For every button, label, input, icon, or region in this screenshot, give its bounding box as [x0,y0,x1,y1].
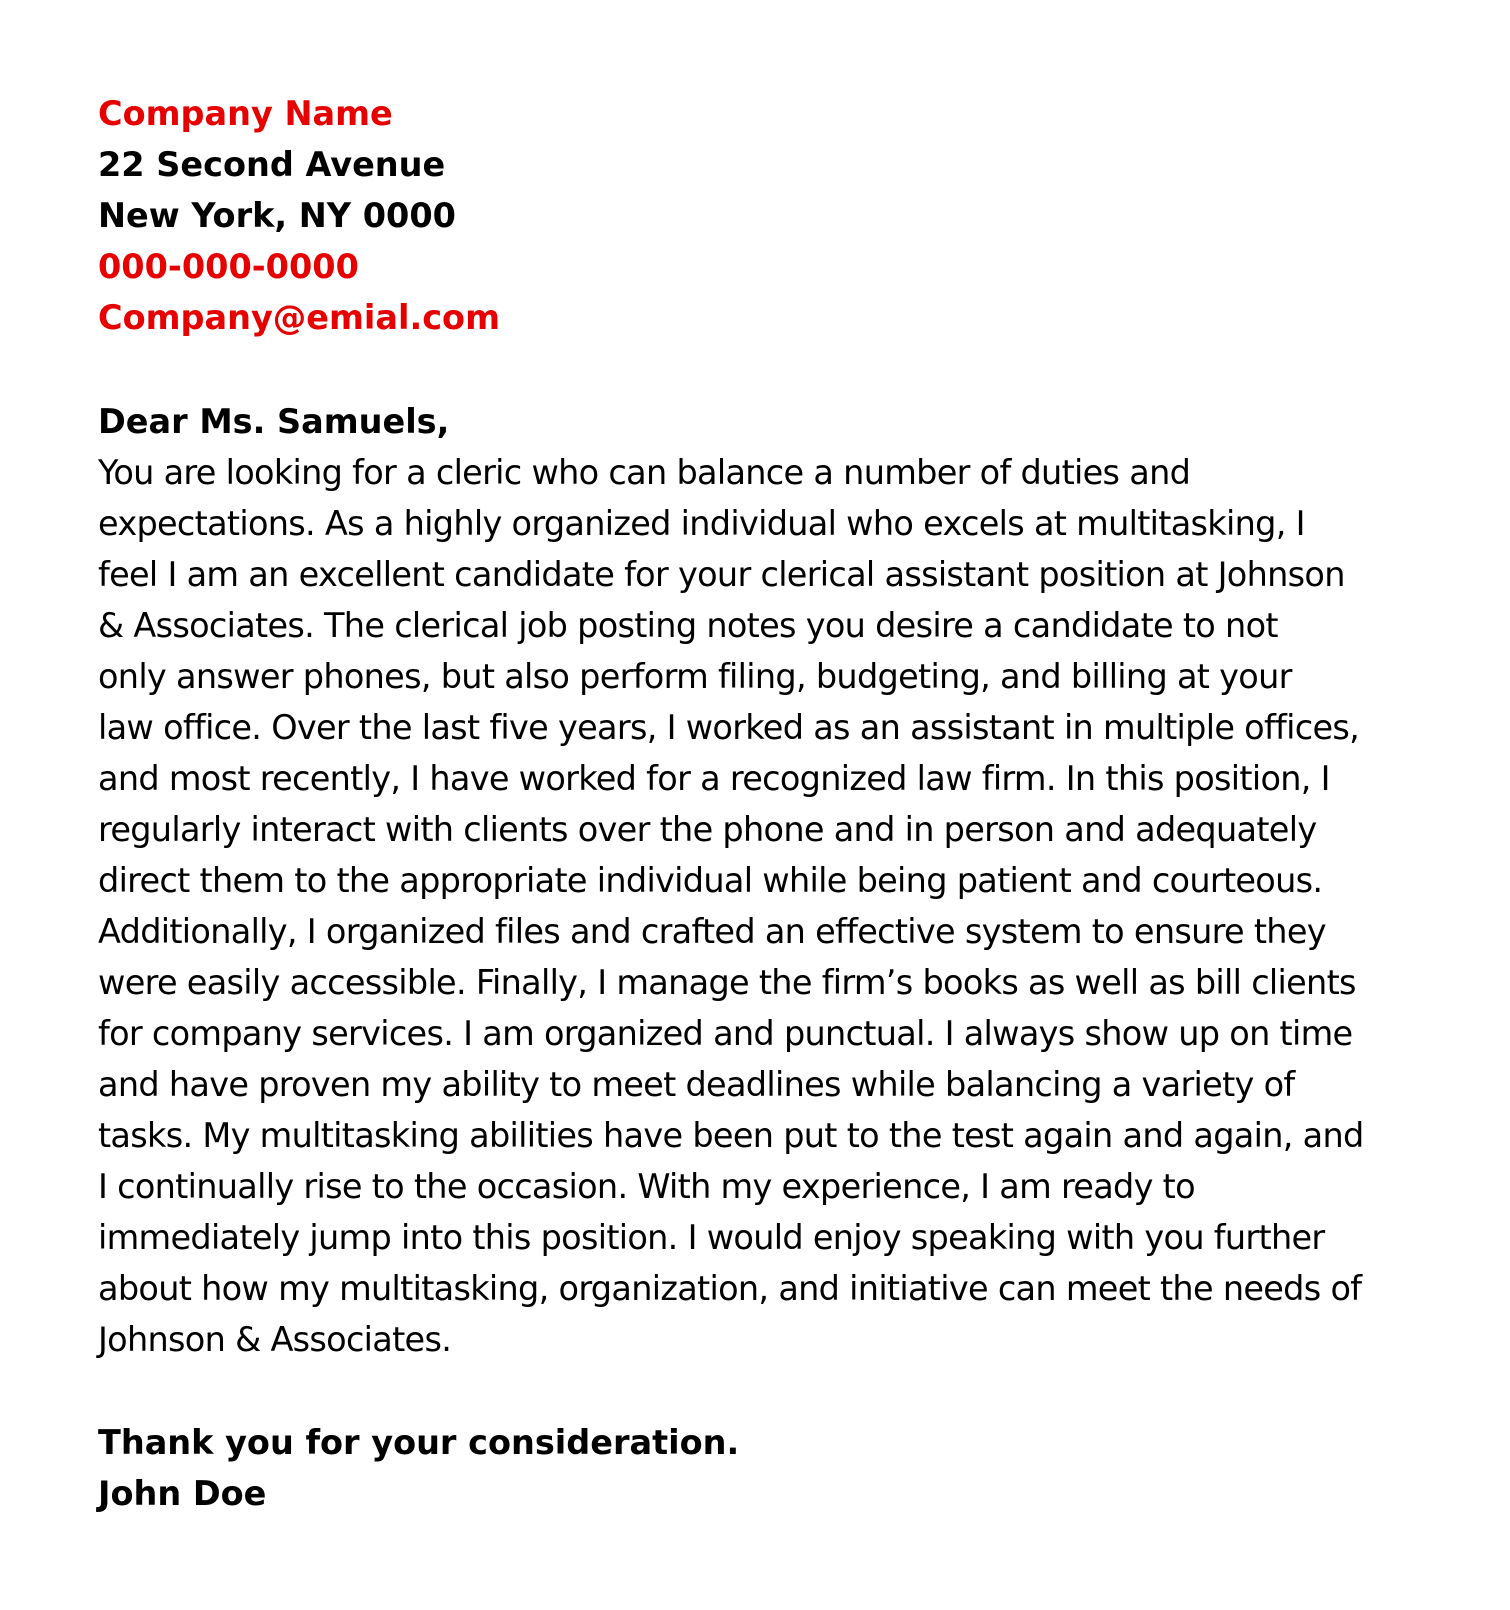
phone-number: 000-000-0000 [98,247,359,286]
body-line: were easily accessible. Finally, I manage the firm’s books as well as bill clients [98,963,1356,1002]
body-line: feel I am an excellent candidate for your clerical assistant position at Johnson [98,555,1345,594]
body-line: law office. Over the last five years, I worked as an assistant in multiple offices, [98,708,1360,747]
spacer [98,1365,1428,1417]
greeting: Dear Ms. Samuels, [98,402,450,441]
body-line: regularly interact with clients over the phone and in person and adequately [98,810,1317,849]
body-line: expectations. As a highly organized individual who excels at multitasking, I [98,504,1305,543]
closing: Thank you for your consideration. [98,1423,740,1462]
cover-letter [98,88,1428,1519]
body-line: I continually rise to the occasion. With my experience, I am ready to [98,1167,1195,1206]
letter-body [98,447,1428,1365]
body-line: tasks. My multitasking abilities have been put to the test again and again, and [98,1116,1364,1155]
spacer [98,343,1428,396]
street-address: 22 Second Avenue [98,145,446,184]
letter-header [98,88,1428,343]
body-line: about how my multitasking, organization, and initiative can meet the needs of [98,1269,1362,1308]
body-line: & Associates. The clerical job posting notes you desire a candidate to not [98,606,1278,645]
signature: John Doe [98,1474,267,1513]
email-address: Company@emial.com [98,298,500,337]
body-line: only answer phones, but also perform filing, budgeting, and billing at your [98,657,1292,696]
body-line: Additionally, I organized files and crafted an effective system to ensure they [98,912,1326,951]
company-name: Company Name [98,94,393,133]
city-state: New York, NY 0000 [98,196,456,235]
body-line: direct them to the appropriate individual while being patient and courteous. [98,861,1323,900]
body-line: immediately jump into this position. I would enjoy speaking with you further [98,1218,1325,1257]
body-line: for company services. I am organized and punctual. I always show up on time [98,1014,1353,1053]
body-line: Johnson & Associates. [98,1320,452,1359]
body-line: and most recently, I have worked for a recognized law firm. In this position, I [98,759,1330,798]
body-line: and have proven my ability to meet deadlines while balancing a variety of [98,1065,1295,1104]
body-line: You are looking for a cleric who can balance a number of duties and [98,453,1191,492]
